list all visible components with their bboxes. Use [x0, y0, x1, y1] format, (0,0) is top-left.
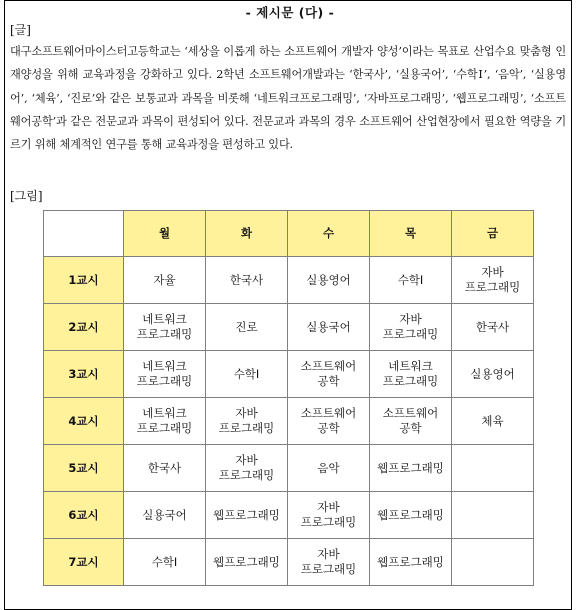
- timetable-cell-tue: 웹프로그래밍: [206, 492, 288, 539]
- timetable-cell-thu: 네트워크 프로그래밍: [370, 351, 452, 398]
- timetable-cell-wed: 자바 프로그래밍: [288, 492, 370, 539]
- day-header-tue: 화: [206, 211, 288, 257]
- timetable-cell-thu: 소프트웨어 공학: [370, 398, 452, 445]
- period-label: 5교시: [44, 445, 124, 492]
- timetable-cell-thu: 수학Ⅰ: [370, 257, 452, 304]
- timetable-cell-mon: 실용국어: [124, 492, 206, 539]
- timetable-cell-fri: [452, 492, 534, 539]
- day-header-wed: 수: [288, 211, 370, 257]
- passage-title: - 제시문 (다) -: [245, 5, 335, 20]
- period-label: 2교시: [44, 304, 124, 351]
- day-header-thu: 목: [370, 211, 452, 257]
- timetable-row: [44, 257, 534, 304]
- timetable-cell-fri: 실용영어: [452, 351, 534, 398]
- timetable-cell-mon: 네트워크 프로그래밍: [124, 304, 206, 351]
- text-section-label: [글]: [10, 23, 31, 37]
- timetable: [43, 210, 534, 586]
- timetable-row: [44, 304, 534, 351]
- timetable-cell-tue: 자바 프로그래밍: [206, 445, 288, 492]
- timetable-cell-tue: 웹프로그래밍: [206, 539, 288, 586]
- period-label: 3교시: [44, 351, 124, 398]
- timetable-cell-tue: 수학Ⅰ: [206, 351, 288, 398]
- timetable-cell-fri: 자바 프로그래밍: [452, 257, 534, 304]
- figure-section-label: [그림]: [10, 189, 43, 203]
- day-header-mon: 월: [124, 211, 206, 257]
- timetable-cell-mon: 네트워크 프로그래밍: [124, 351, 206, 398]
- period-label: 4교시: [44, 398, 124, 445]
- timetable-cell-thu: 자바 프로그래밍: [370, 304, 452, 351]
- timetable-cell-thu: 웹프로그래밍: [370, 539, 452, 586]
- timetable-cell-tue: 한국사: [206, 257, 288, 304]
- timetable-cell-wed: 음악: [288, 445, 370, 492]
- day-header-fri: 금: [452, 211, 534, 257]
- timetable-cell-mon: 자율: [124, 257, 206, 304]
- timetable-cell-wed: 실용국어: [288, 304, 370, 351]
- timetable-row: [44, 492, 534, 539]
- timetable-cell-fri: [452, 539, 534, 586]
- timetable-cell-thu: 웹프로그래밍: [370, 492, 452, 539]
- timetable-corner-cell: [44, 211, 124, 257]
- timetable-row: [44, 539, 534, 586]
- timetable-cell-tue: 진로: [206, 304, 288, 351]
- timetable-cell-fri: 한국사: [452, 304, 534, 351]
- timetable-header-row: [44, 211, 534, 257]
- timetable-cell-thu: 웹프로그래밍: [370, 445, 452, 492]
- timetable-cell-wed: 실용영어: [288, 257, 370, 304]
- timetable-cell-tue: 자바 프로그래밍: [206, 398, 288, 445]
- timetable-row: [44, 398, 534, 445]
- period-label: 6교시: [44, 492, 124, 539]
- period-label: 1교시: [44, 257, 124, 304]
- timetable-cell-fri: [452, 445, 534, 492]
- timetable-cell-wed: 자바 프로그래밍: [288, 539, 370, 586]
- period-label: 7교시: [44, 539, 124, 586]
- timetable-cell-mon: 네트워크 프로그래밍: [124, 398, 206, 445]
- passage-paragraph: 대구소프트웨어마이스터고등학교는 ‘세상을 이롭게 하는 소프트웨어 개발자 양성’이라는 목표로 산업수요 맞춤형 인재양성을 위해 교육과정을 강화하고 있다. 2학년 소프트웨어개발과는 ‘한국사’, ‘실용국어’, ‘수학Ⅰ’, ‘음악’, ‘실용영어’, ‘체육’, ‘진로’와 같은 보통교과 과목을 비롯해 ‘네트워크프로그래밍’, ‘자바프로그래밍’, ‘웹프로그래밍’, ‘소프트웨어공학’과 같은 전문교과 과목이 편성되어 있다. 전문교과 과목의 경우 소프트웨어 산업현장에서 필요한 역량을 기르기 위해 체계적인 연구를 통해 교육과정을 편성하고 있다.: [10, 45, 566, 152]
- timetable-cell-mon: 수학Ⅰ: [124, 539, 206, 586]
- timetable-row: [44, 351, 534, 398]
- timetable-row: [44, 445, 534, 492]
- timetable-cell-wed: 소프트웨어 공학: [288, 351, 370, 398]
- timetable-cell-fri: 체육: [452, 398, 534, 445]
- timetable-cell-mon: 한국사: [124, 445, 206, 492]
- timetable-cell-wed: 소프트웨어 공학: [288, 398, 370, 445]
